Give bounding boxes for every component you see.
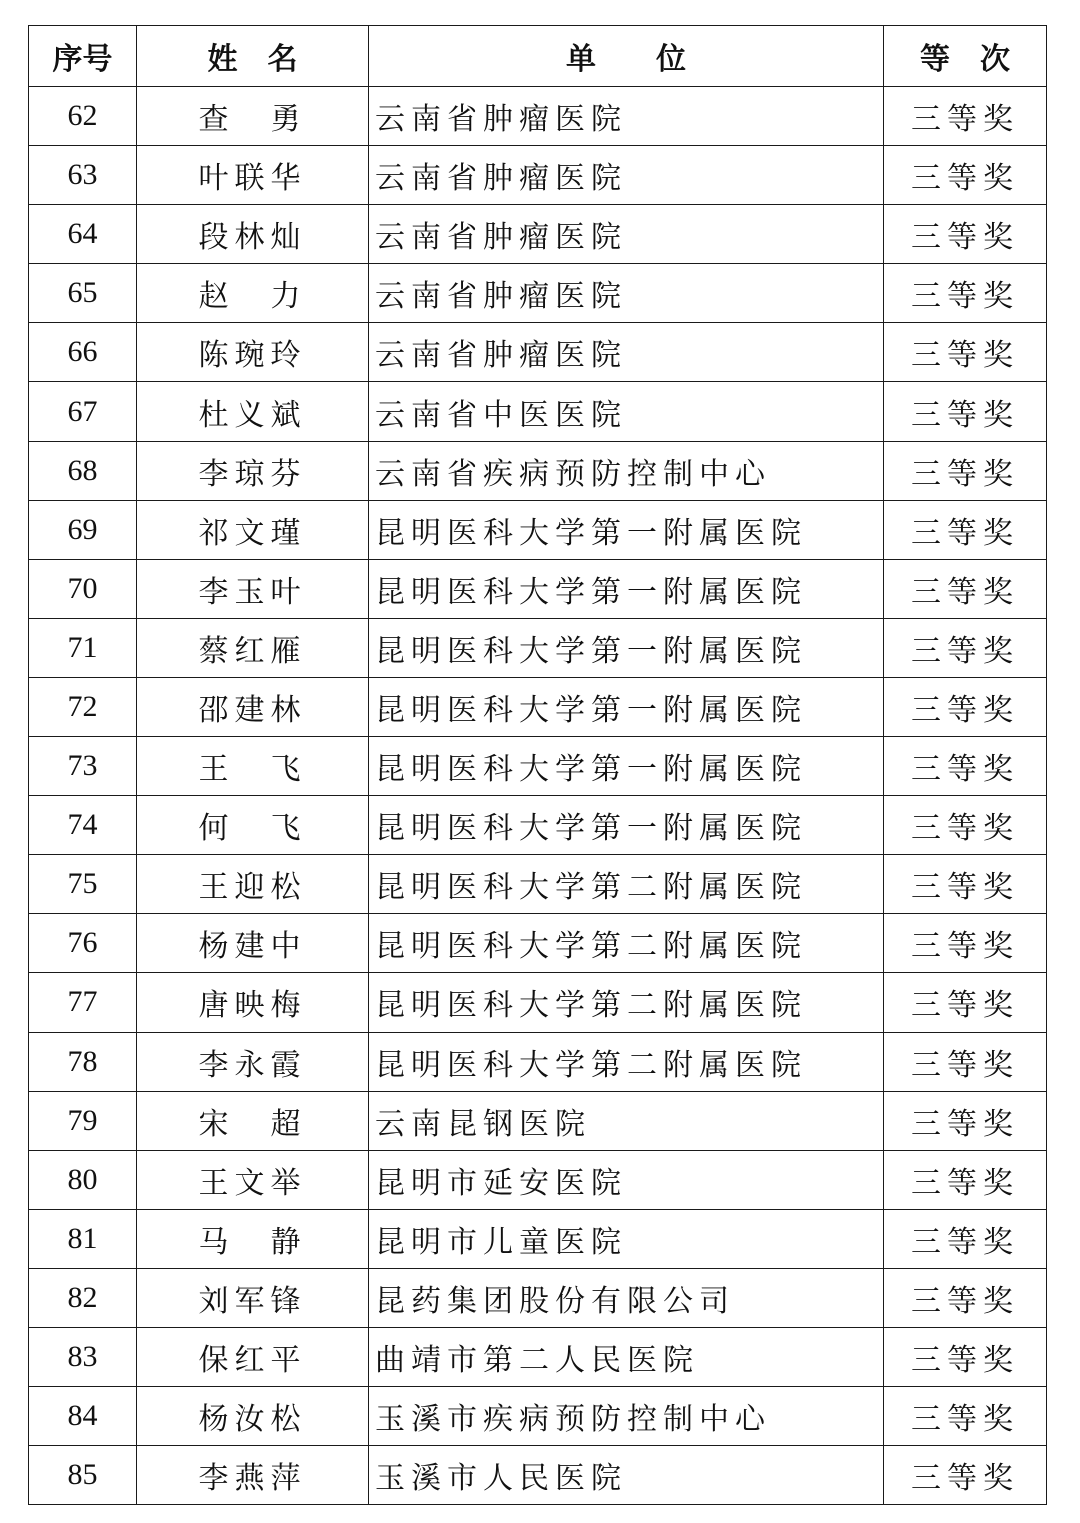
cell-grade: 三等奖 — [884, 1327, 1047, 1386]
table-row — [29, 1091, 1047, 1150]
table-row — [29, 559, 1047, 618]
cell-serial-number: 70 — [29, 559, 137, 618]
cell-serial-number: 83 — [29, 1327, 137, 1386]
cell-grade: 三等奖 — [884, 1446, 1047, 1505]
cell-name: 陈琬玲 — [137, 323, 369, 382]
cell-grade: 三等奖 — [884, 914, 1047, 973]
cell-serial-number: 65 — [29, 264, 137, 323]
table-row — [29, 1209, 1047, 1268]
cell-serial-number: 64 — [29, 205, 137, 264]
cell-grade: 三等奖 — [884, 1387, 1047, 1446]
cell-grade: 三等奖 — [884, 500, 1047, 559]
cell-name: 马 静 — [137, 1209, 369, 1268]
cell-name: 何 飞 — [137, 796, 369, 855]
cell-name: 杨汝松 — [137, 1387, 369, 1446]
table-row — [29, 87, 1047, 146]
table-row — [29, 618, 1047, 677]
table-row — [29, 737, 1047, 796]
header-unit: 单 位 — [369, 26, 884, 87]
cell-serial-number: 67 — [29, 382, 137, 441]
cell-unit: 曲靖市第二人民医院 — [369, 1327, 884, 1386]
cell-grade: 三等奖 — [884, 323, 1047, 382]
cell-name: 查 勇 — [137, 87, 369, 146]
table-row — [29, 500, 1047, 559]
cell-name: 刘军锋 — [137, 1268, 369, 1327]
cell-unit: 玉溪市疾病预防控制中心 — [369, 1387, 884, 1446]
cell-grade: 三等奖 — [884, 737, 1047, 796]
header-name: 姓 名 — [137, 26, 369, 87]
cell-unit: 昆明医科大学第一附属医院 — [369, 677, 884, 736]
cell-grade: 三等奖 — [884, 796, 1047, 855]
cell-unit: 昆明医科大学第一附属医院 — [369, 559, 884, 618]
cell-name: 王文举 — [137, 1150, 369, 1209]
cell-serial-number: 63 — [29, 146, 137, 205]
cell-unit: 云南省疾病预防控制中心 — [369, 441, 884, 500]
cell-unit: 云南省肿瘤医院 — [369, 323, 884, 382]
cell-grade: 三等奖 — [884, 87, 1047, 146]
cell-name: 蔡红雁 — [137, 618, 369, 677]
cell-name: 赵 力 — [137, 264, 369, 323]
cell-grade: 三等奖 — [884, 1150, 1047, 1209]
cell-serial-number: 72 — [29, 677, 137, 736]
cell-serial-number: 78 — [29, 1032, 137, 1091]
cell-unit: 昆明市儿童医院 — [369, 1209, 884, 1268]
cell-serial-number: 69 — [29, 500, 137, 559]
cell-serial-number: 77 — [29, 973, 137, 1032]
table-header-row — [29, 26, 1047, 87]
cell-grade: 三等奖 — [884, 382, 1047, 441]
cell-name: 李玉叶 — [137, 559, 369, 618]
cell-grade: 三等奖 — [884, 264, 1047, 323]
cell-serial-number: 85 — [29, 1446, 137, 1505]
table-row — [29, 323, 1047, 382]
cell-grade: 三等奖 — [884, 855, 1047, 914]
table-row — [29, 914, 1047, 973]
cell-name: 王 飞 — [137, 737, 369, 796]
header-grade: 等 次 — [884, 26, 1047, 87]
table-body — [29, 87, 1047, 1505]
cell-grade: 三等奖 — [884, 1032, 1047, 1091]
table-row — [29, 1387, 1047, 1446]
award-list-table — [28, 25, 1047, 1505]
cell-grade: 三等奖 — [884, 973, 1047, 1032]
cell-serial-number: 80 — [29, 1150, 137, 1209]
cell-unit: 昆明医科大学第一附属医院 — [369, 737, 884, 796]
cell-grade: 三等奖 — [884, 677, 1047, 736]
cell-unit: 云南昆钢医院 — [369, 1091, 884, 1150]
table-row — [29, 264, 1047, 323]
cell-unit: 云南省肿瘤医院 — [369, 146, 884, 205]
cell-unit: 昆明医科大学第一附属医院 — [369, 500, 884, 559]
cell-grade: 三等奖 — [884, 1209, 1047, 1268]
cell-serial-number: 84 — [29, 1387, 137, 1446]
cell-serial-number: 79 — [29, 1091, 137, 1150]
cell-unit: 昆明医科大学第二附属医院 — [369, 1032, 884, 1091]
cell-serial-number: 71 — [29, 618, 137, 677]
cell-serial-number: 62 — [29, 87, 137, 146]
cell-grade: 三等奖 — [884, 559, 1047, 618]
cell-grade: 三等奖 — [884, 1268, 1047, 1327]
cell-serial-number: 82 — [29, 1268, 137, 1327]
cell-grade: 三等奖 — [884, 441, 1047, 500]
table-row — [29, 1268, 1047, 1327]
table-row — [29, 1032, 1047, 1091]
table-row — [29, 677, 1047, 736]
cell-name: 杜义斌 — [137, 382, 369, 441]
cell-grade: 三等奖 — [884, 1091, 1047, 1150]
cell-name: 宋 超 — [137, 1091, 369, 1150]
cell-name: 杨建中 — [137, 914, 369, 973]
cell-serial-number: 76 — [29, 914, 137, 973]
cell-unit: 昆明医科大学第二附属医院 — [369, 914, 884, 973]
cell-serial-number: 73 — [29, 737, 137, 796]
cell-unit: 云南省肿瘤医院 — [369, 264, 884, 323]
cell-unit: 云南省肿瘤医院 — [369, 205, 884, 264]
cell-name: 王迎松 — [137, 855, 369, 914]
cell-name: 祁文瑾 — [137, 500, 369, 559]
cell-serial-number: 66 — [29, 323, 137, 382]
cell-name: 唐映梅 — [137, 973, 369, 1032]
cell-serial-number: 68 — [29, 441, 137, 500]
cell-grade: 三等奖 — [884, 146, 1047, 205]
table-row — [29, 796, 1047, 855]
cell-grade: 三等奖 — [884, 205, 1047, 264]
cell-serial-number: 81 — [29, 1209, 137, 1268]
cell-name: 李永霞 — [137, 1032, 369, 1091]
cell-name: 李琼芬 — [137, 441, 369, 500]
cell-name: 李燕萍 — [137, 1446, 369, 1505]
cell-name: 邵建林 — [137, 677, 369, 736]
table-row — [29, 146, 1047, 205]
table-row — [29, 205, 1047, 264]
table-row — [29, 1446, 1047, 1505]
cell-unit: 云南省肿瘤医院 — [369, 87, 884, 146]
cell-unit: 昆明医科大学第二附属医院 — [369, 973, 884, 1032]
table-row — [29, 855, 1047, 914]
cell-grade: 三等奖 — [884, 618, 1047, 677]
table-row — [29, 1150, 1047, 1209]
cell-unit: 昆明医科大学第一附属医院 — [369, 618, 884, 677]
cell-serial-number: 74 — [29, 796, 137, 855]
cell-unit: 玉溪市人民医院 — [369, 1446, 884, 1505]
table-row — [29, 973, 1047, 1032]
cell-name: 段林灿 — [137, 205, 369, 264]
cell-serial-number: 75 — [29, 855, 137, 914]
table-row — [29, 441, 1047, 500]
cell-unit: 昆药集团股份有限公司 — [369, 1268, 884, 1327]
table-row — [29, 382, 1047, 441]
header-serial-number: 序号 — [29, 26, 137, 87]
table-row — [29, 1327, 1047, 1386]
cell-unit: 昆明医科大学第二附属医院 — [369, 855, 884, 914]
cell-unit: 昆明医科大学第一附属医院 — [369, 796, 884, 855]
cell-name: 叶联华 — [137, 146, 369, 205]
cell-unit: 云南省中医医院 — [369, 382, 884, 441]
cell-name: 保红平 — [137, 1327, 369, 1386]
cell-unit: 昆明市延安医院 — [369, 1150, 884, 1209]
